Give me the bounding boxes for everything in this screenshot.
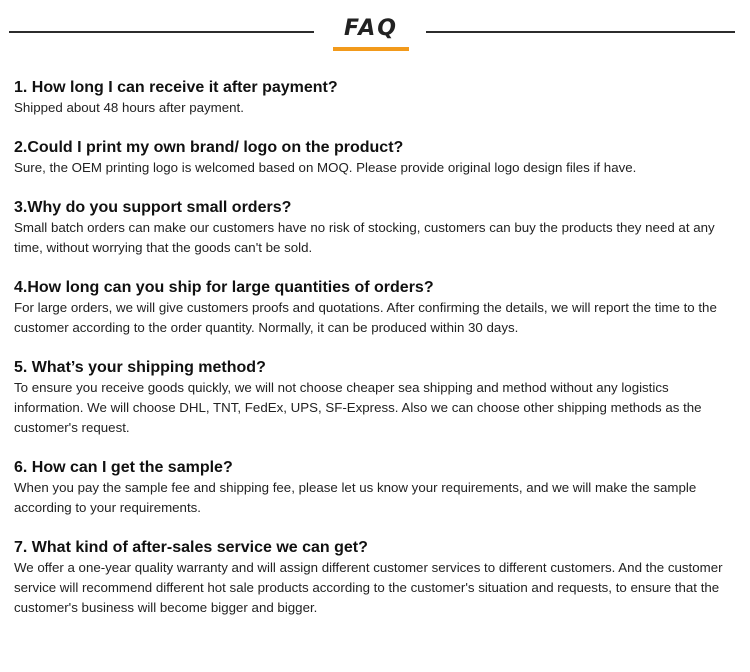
faq-question: 5. What’s your shipping method?: [14, 359, 266, 376]
faq-question: 3.Why do you support small orders?: [14, 199, 292, 216]
faq-question: 1. How long I can receive it after payment?: [14, 79, 338, 96]
header-divider-left: [9, 31, 314, 33]
faq-item: [14, 458, 734, 518]
faq-item: [14, 138, 734, 178]
faq-answer: When you pay the sample fee and shipping fee, please let us know your requirements, and we will make the sample according to your requirements.: [14, 480, 697, 515]
faq-list: [14, 78, 734, 638]
faq-item: [14, 198, 734, 258]
header-divider-right: [426, 31, 735, 33]
faq-answer: For large orders, we will give customers proofs and quotations. After confirming the details, we will report the time to the customer according to the order quantity. Normally, it can be produced within 30 days.: [14, 300, 717, 335]
faq-item: [14, 278, 734, 338]
title-accent-underline: [333, 47, 409, 51]
faq-question: 4.How long can you ship for large quantities of orders?: [14, 279, 434, 296]
faq-item: [14, 538, 734, 618]
page-title: FAQ: [344, 16, 398, 41]
faq-header: [0, 0, 750, 60]
faq-item: [14, 358, 734, 438]
faq-question: 7. What kind of after-sales service we can get?: [14, 539, 368, 556]
faq-answer: Shipped about 48 hours after payment.: [14, 100, 244, 115]
faq-answer: To ensure you receive goods quickly, we will not choose cheaper sea shipping and method without any logistics information. We will choose DHL, TNT, FedEx, UPS, SF-Express. Also we can choose other shipping methods as the customer's request.: [14, 380, 702, 435]
faq-item: [14, 78, 734, 118]
faq-answer: We offer a one-year quality warranty and will assign different customer services to different customers. And the customer service will recommend different hot sale products according to the customer's situation and requests, to ensure that the customer's business will become bigger and bigger.: [14, 560, 723, 615]
faq-answer: Sure, the OEM printing logo is welcomed based on MOQ. Please provide original logo design files if have.: [14, 160, 637, 175]
faq-answer: Small batch orders can make our customers have no risk of stocking, customers can buy the products they need at any time, without worrying that the goods can't be sold.: [14, 220, 715, 255]
faq-question: 6. How can I get the sample?: [14, 459, 233, 476]
faq-question: 2.Could I print my own brand/ logo on the product?: [14, 139, 404, 156]
